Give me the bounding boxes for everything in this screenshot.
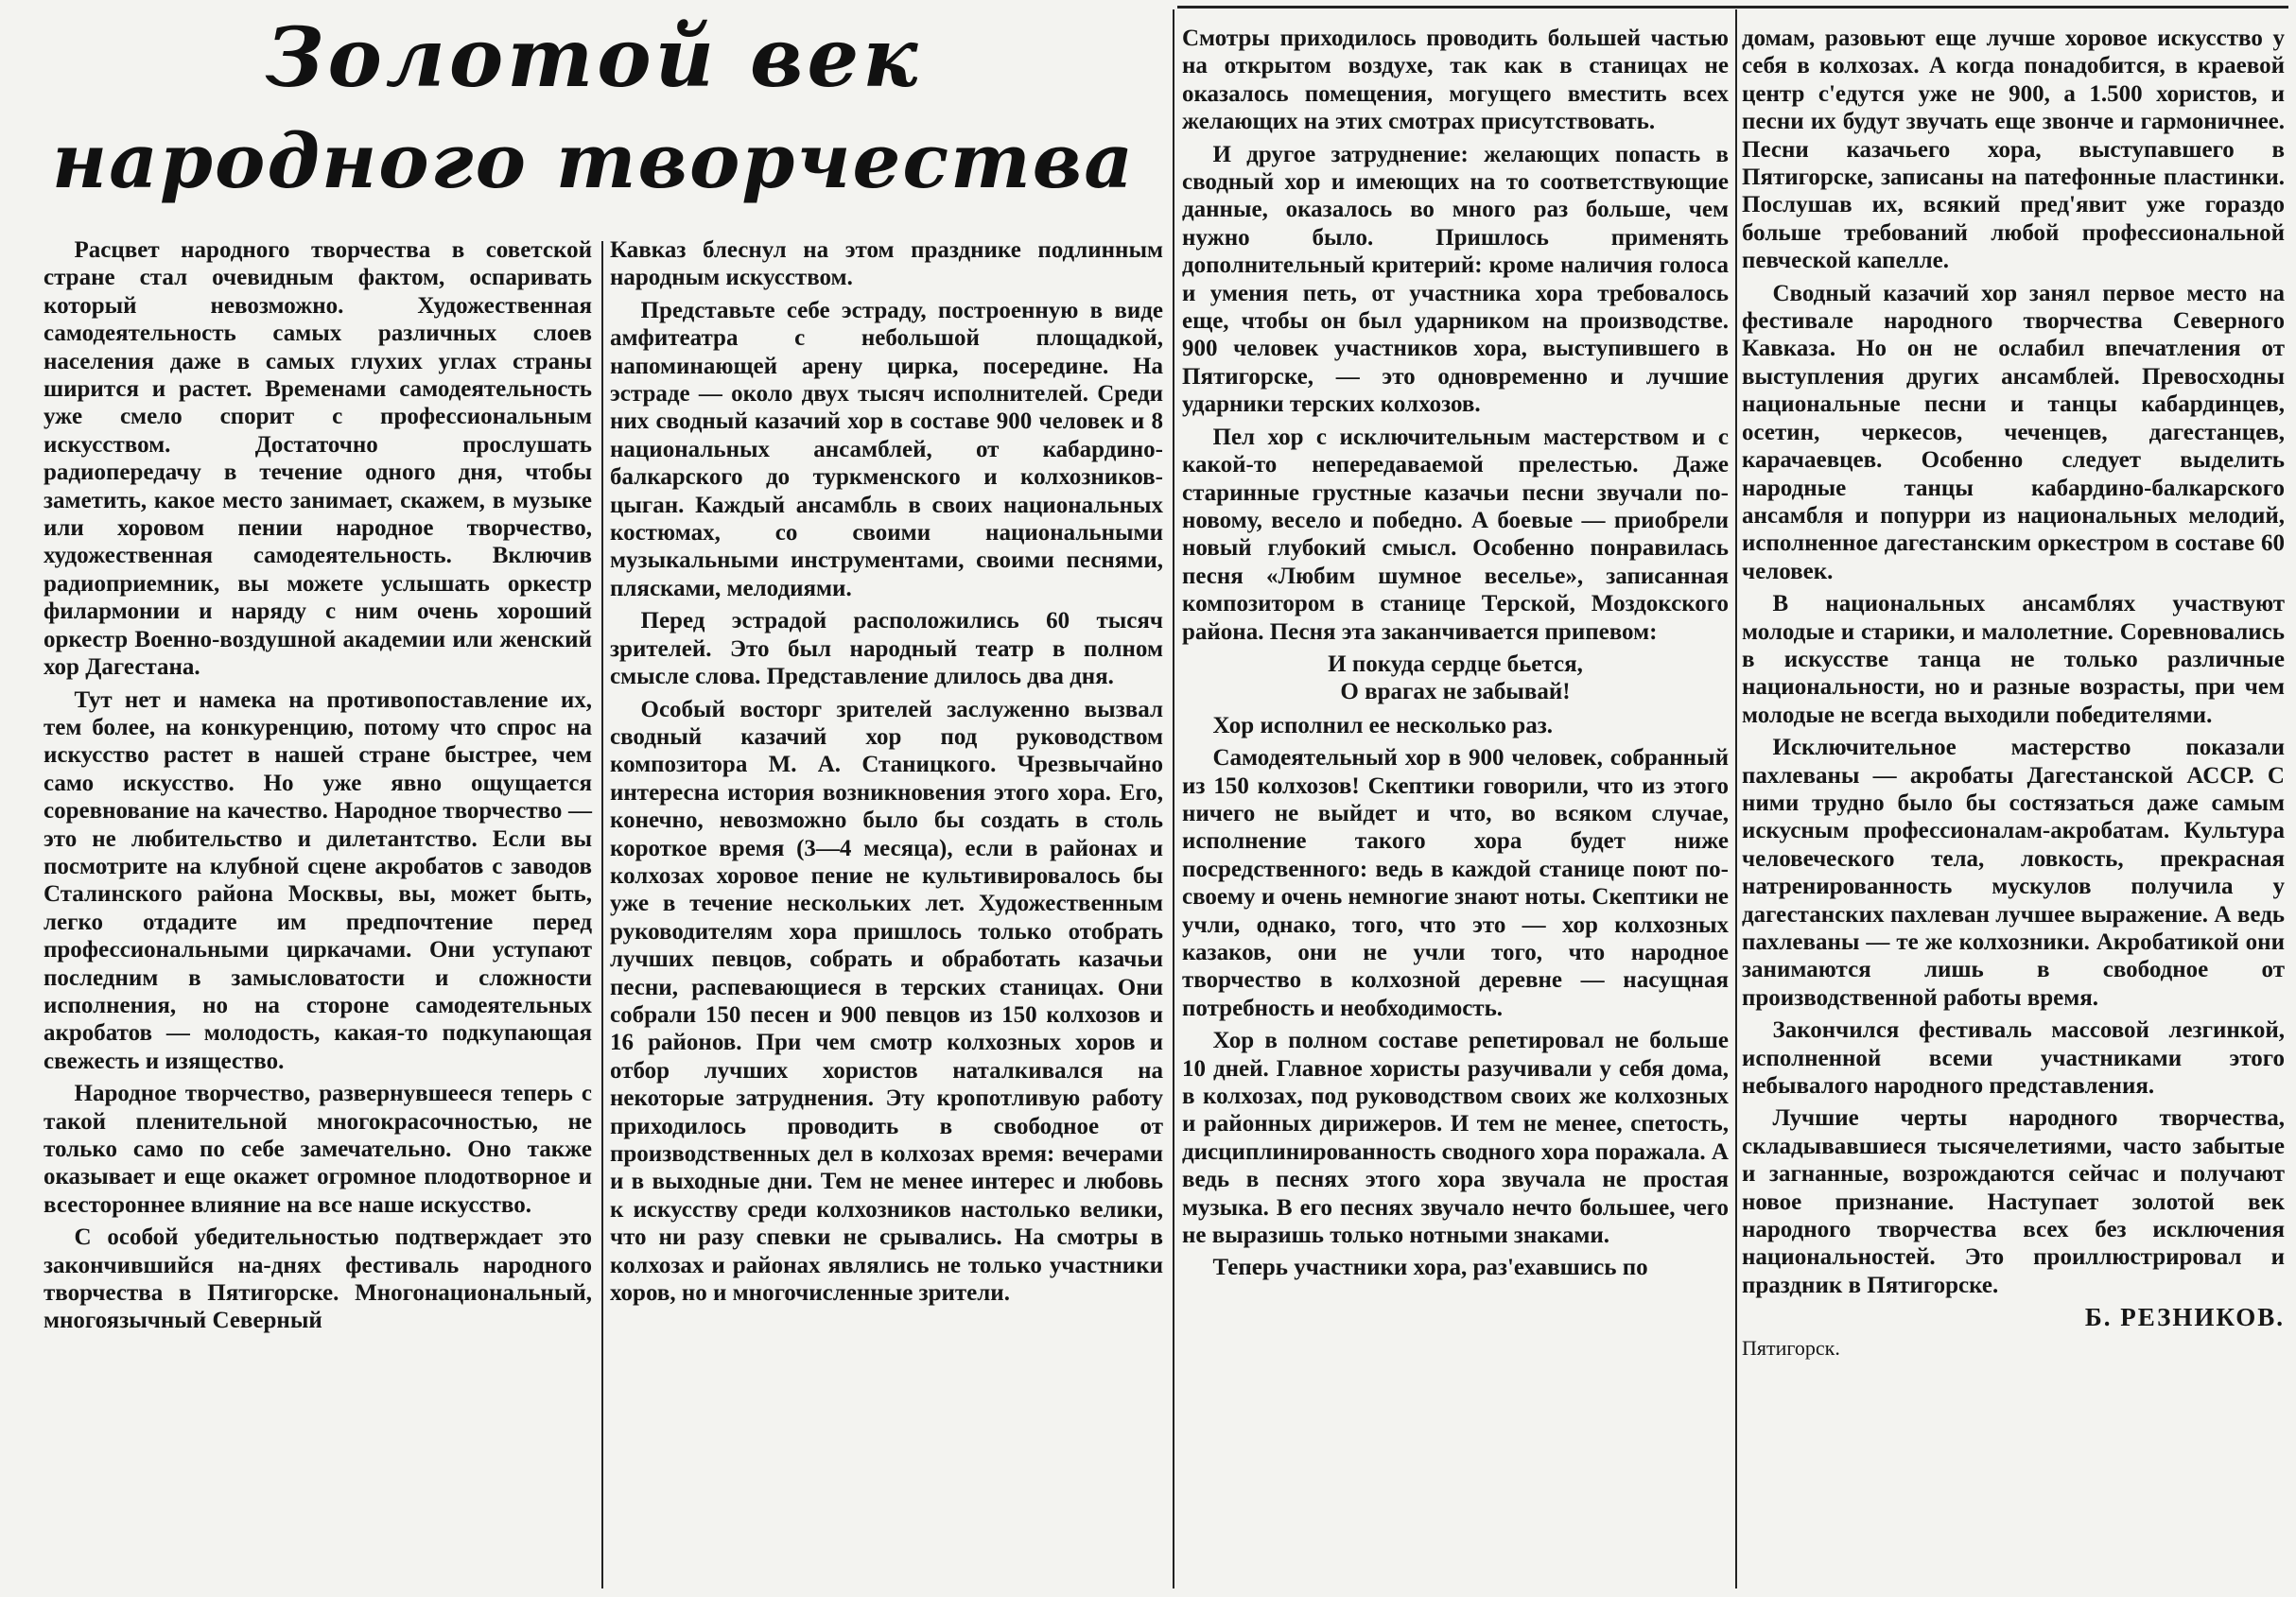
paragraph: Пел хор с исключительным мастерством и с какой-то непередаваемой прелестью. Даже старинные грустные казачьи песни звучали по-новому, весело и победно. А боевые — приобрели новый глубокий смысл. Особенно понравилась песня «Любим шумное веселье», записанная композитором в станице Терской, Моздокского района. Песня эта заканчивается припевом: — [1182, 424, 1729, 645]
paragraph: Хор в полном составе репетировал не больше 10 дней. Главное хористы разучивали у себя дома, в колхозах, под руководством своих же колхозных и районных дирижеров. И тем не менее, спетость, дисциплинированность сводного хора поражала. А ведь в песнях этого хора звучала не простая музыка. В его песнях звучало нечто большее, чего не выразишь только нотными знаками. — [1182, 1028, 1729, 1249]
paragraph: С особой убедительностью подтверждает это закончившийся на-днях фестиваль народного творчества в Пятигорске. Многонациональный, многоязычный Северный — [43, 1224, 592, 1334]
paragraph: Исключительное мастерство показали пахлеваны — акробаты Дагестанской АССР. С ними трудно было бы состязаться даже самым искусным профессионалам-акробатам. Культура человеческого тела, ловкость, прекрасная натренированность мускулов получила у дагестанских пахлеван лучшее выражение. А ведь пахлеваны — те же колхозники. Акробатикой они занимаются лишь в свободное от производственной работы время. — [1742, 735, 2285, 1011]
paragraph: Кавказ блеснул на этом празднике подлинным народным искусством. — [610, 237, 1163, 291]
article-column-2 — [610, 236, 1163, 1311]
paragraph: Смотры приходилось проводить большей частью на открытом воздухе, так как в станицах не оказалось помещения, могущего вместить всех желающих на этих смотрах присутствовать. — [1182, 26, 1729, 135]
headline-line-1: Золотой век — [265, 10, 922, 106]
paragraph: Народное творчество, развернувшееся теперь с такой пленительной многокрасочностью, не только само по себе замечательно. Оно также оказывает и еще окажет огромное плодотворное и всестороннее влияние на все наше искусство. — [43, 1081, 592, 1218]
dateline: Пятигорск. — [1742, 1335, 1840, 1360]
article-column-1 — [43, 236, 592, 1340]
paragraph: Тут нет и намека на противопоставление их, тем более, на конкуренцию, потому что спрос на искусство растет в нашей стране быстрее, чем само искусство. Но уже явно ощущается соревнование на качество. Народное творчество — это не любительство и дилетантство. Если вы посмотрите на клубной сцене акробатов с заводов Сталинского района Москвы, вы, может быть, легко отдадите им предпочтение перед профессиональными циркачами. Они уступают последним в замысловатости и сложности исполнения, но на стороне самодеятельных акробатов — молодость, какая-то подкупающая свежесть и изящество. — [43, 686, 592, 1074]
column-divider — [1735, 9, 1737, 1588]
top-rule — [1177, 6, 2288, 9]
article-headline — [28, 8, 1158, 212]
paragraph: Особый восторг зрителей заслуженно вызвал сводный казачий хор под руководством композитора М. А. Станицкого. Чрезвычайно интересна история возникновения этого хора. Его, конечно, невозможно было бы создать в столь короткое время (3—4 месяца), если в районах и колхозах хоровое пение не культивировалось бы уже в течение нескольких лет. Художественным руководителям хора пришлось только отобрать лучших певцов, собрать и обработать казачьи песни, распевающиеся в терских станицах. Они собрали 150 песен и 900 певцов из 150 колхозов и 16 районов. При чем смотр колхозных хоров и отбор лучших хористов наталкивался на некоторые затруднения. Эту кропотливую работу приходилось проводить в свободное от производственных дел в колхозах время: вечерами и в выходные дни. Тем не менее интерес и любовь к искусству среди колхозников настолько велики, что ни разу спевки не срывались. На смотры в колхозах и районах являлись не только участники хоров, но и многочисленные зрители. — [610, 696, 1163, 1307]
paragraph: Хор исполнил ее несколько раз. — [1212, 712, 1553, 738]
verse-line: И покуда сердце бьется, — [1328, 651, 1583, 677]
paragraph: Самодеятельный хор в 900 человек, собранный из 150 колхозов! Скептики говорили, что из этого ничего не выйдет и что, во всяком случае, исполнение такого хора будет ниже посредственного: ведь в каждой станице поют по-своему и очень немногие знают ноты. Скептики не учли, однако, того, что это — хор колхозных казаков, они не учли того, что народное творчество в колхозной деревне — насущная потребность и необходимость. — [1182, 745, 1729, 1021]
column-divider — [1173, 9, 1174, 1588]
paragraph: В национальных ансамблях участвуют молодые и старики, и малолетние. Соревновались в искусстве танца не только различные национальности, но и разные возрасты, при чем молодые не всегда выходили победителями. — [1742, 591, 2285, 728]
paragraph: Представьте себе эстраду, построенную в виде амфитеатра с небольшой площадкой, напоминающей арену цирка, посередине. На эстраде — около двух тысяч исполнителей. Среди них сводный казачий хор в составе 900 человек и 8 национальных ансамблей, от кабардино-балкарского до туркменского и колхозников-цыган. Каждый ансамбль в своих национальных костюмах, со своими национальными музыкальными инструментами, своими песнями, плясками, мелодиями. — [610, 297, 1163, 601]
verse-line: О врагах не забывай! — [1340, 679, 1571, 705]
paragraph: Перед эстрадой расположились 60 тысяч зрителей. Это был народный театр в полном смысле слова. Представление длилось два дня. — [610, 608, 1163, 690]
song-verse — [1182, 651, 1729, 706]
paragraph: Теперь участники хора, раз'ехавшись по — [1212, 1255, 1648, 1281]
paragraph: домам, разовьют еще лучше хоровое искусство у себя в колхозах. А когда понадобится, в краевой центр с'едутся уже не 900, а 1.500 хористов, и песни их будут звучать еще звонче и гармоничнее. Песни казачьего хора, выступавшего в Пятигорске, записаны на патефонные пластинки. Послушав их, всякий пред'явит уже гораздо больше требований любой профессиональной певческой капелле. — [1742, 26, 2285, 274]
column-divider — [601, 241, 603, 1588]
paragraph: Сводный казачий хор занял первое место на фестивале народного творчества Северного Кавказа. Но он не ослабил впечатления от выступления других ансамблей. Превосходны национальные песни и танцы кабардинцев, осетин, черкесов, чеченцев, дагестанцев, карачаевцев. Особенно следует выделить народные танцы кабардино-балкарского ансамбля и попурри из национальных мелодий, исполненное дагестанским оркестром в составе 60 человек. — [1742, 280, 2285, 584]
headline-line-2: народного творчества — [51, 116, 1136, 205]
article-column-4 — [1742, 25, 2285, 1362]
article-column-3 — [1182, 25, 1729, 1287]
paragraph: Закончился фестиваль массовой лезгинкой, исполненной всеми участниками этого небывалого народного представления. — [1742, 1017, 2285, 1100]
paragraph: И другое затруднение: желающих попасть в сводный хор и имеющих на то соответствующие данные, оказалось во много раз больше, чем нужно было. Пришлось применять дополнительный критерий: кроме наличия голоса и умения петь, от участника хора требовалось еще, чтобы он был ударником на производстве. 900 человек участников хора, выступившего в Пятигорске, — это одновременно и лучшие ударники терских колхозов. — [1182, 141, 1729, 418]
paragraph: Расцвет народного творчества в советской стране стал очевидным фактом, оспаривать который невозможно. Художественная самодеятельность самых различных слоев населения даже в самых глухих углах страны ширится и растет. Временами самодеятельность уже смело спорит с профессиональным искусством. Достаточно прослушать радиопередачу в течение одного дня, чтобы заметить, какое место занимает, скажем, в музыке или хоровом пении народное творчество, художественная самодеятельность. Включив радиоприемник, вы можете услышать оркестр филармонии и наряду с ним очень хороший оркестр Военно-воздушной академии или женский хор Дагестана. — [43, 237, 592, 681]
author-signature: Б. РЕЗНИКОВ. — [2084, 1303, 2285, 1332]
paragraph: Лучшие черты народного творчества, складывавшиеся тысячелетиями, часто забытые и загнанные, возрождаются сейчас и получают новое признание. Наступает золотой век народного творчества всех без исключения национальностей. Это проиллюстрировал и праздник в Пятигорске. — [1742, 1105, 2285, 1298]
